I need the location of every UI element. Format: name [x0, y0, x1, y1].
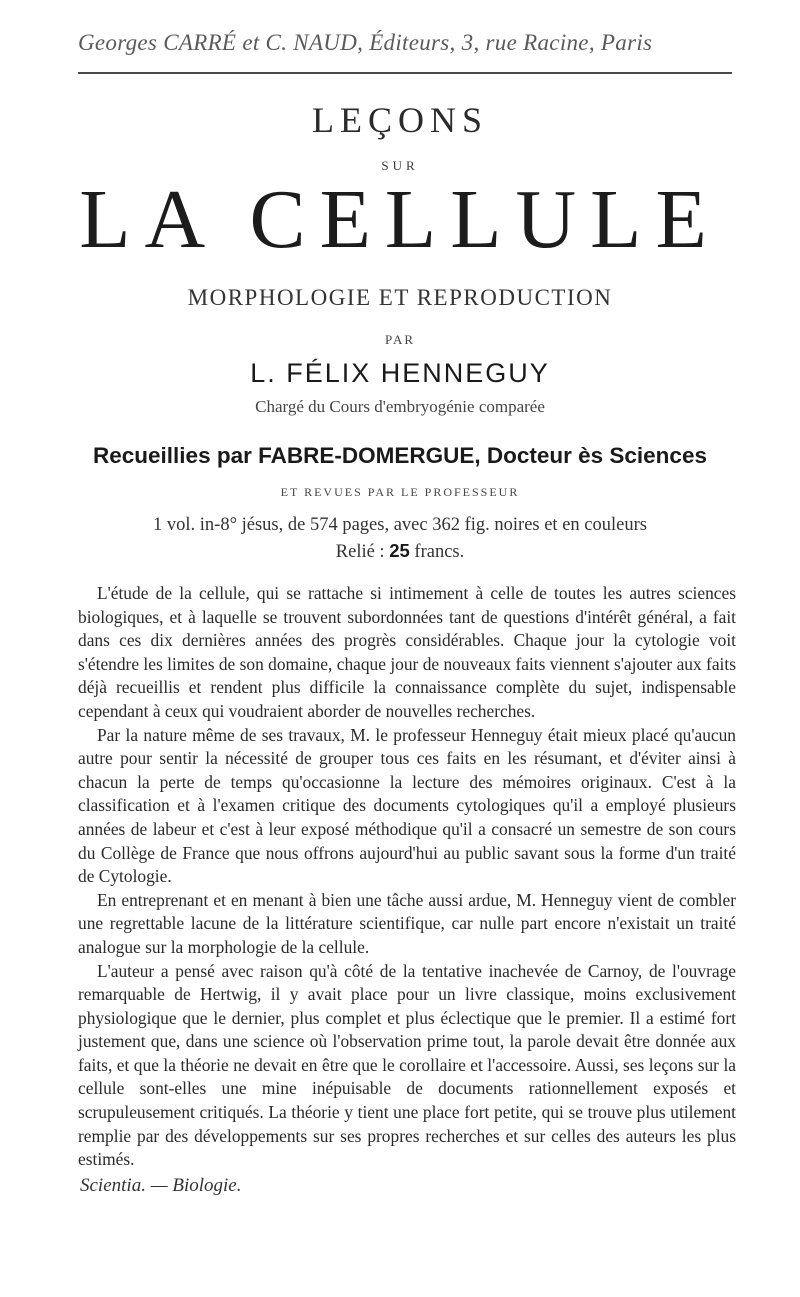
volume-details: 1 vol. in-8° jésus, de 574 pages, avec 362 fig. noires et en couleurs [153, 515, 647, 535]
paragraph: En entreprenant et en menant à bien une tâche aussi ardue, M. Henneguy vient de combler une regrettable lacune de la littérature scientifique, car nulle part encore n'existait un traité analogue sur la morphologie de la cellule. [78, 889, 736, 957]
price-suffix: francs. [414, 542, 465, 562]
header-rule [78, 72, 732, 74]
subtitle: MORPHOLOGIE ET REPRODUCTION [187, 285, 613, 310]
paragraph: L'auteur a pensé avec raison qu'à côté de la tentative inachevée de Carnoy, de l'ouvrage remarquable de Hertwig, il y avait place pour un livre classique, moins exclusivement physiologique que le dernier, plus complet et plus éclectique que le premier. Il a estimé fort justement que, dans une science où l'observation prime tout, la parole devait être donnée aux faits, et que la théorie ne devait en être que le corollaire et l'accessoire. Aussi, ses leçons sur la cellule sont-elles une mine inépuisable de documents rationnellement exposés et scrupuleusement critiqués. La théorie y tient une place fort petite, qui se trouve plus utilement remplie par des développements sur ses propres recherches et sur celles des auteurs les plus estimés. [78, 960, 736, 1170]
page-title: LA CELLULE [79, 173, 721, 266]
collected-by: Recueillies par FABRE-DOMERGUE, Docteur ès Sciences [93, 443, 707, 468]
series-footer: Scientia. — Biologie. [80, 1175, 242, 1196]
price-amount: 25 [389, 540, 410, 561]
reviewed-by: ET REVUES PAR LE PROFESSEUR [280, 485, 520, 499]
price-line [0, 540, 800, 563]
title-sur: SUR [381, 158, 419, 173]
author-role: Chargé du Cours d'embryogénie comparée [255, 397, 545, 416]
title-lecons: LEÇONS [311, 100, 488, 140]
price-prefix: Relié : [335, 542, 385, 562]
paragraph: L'étude de la cellule, qui se rattache si intimement à celle de toutes les autres sciences biologiques, et à laquelle se trouvent subordonnées tant de questions d'intérêt général, a fait dans ces dix dernières années des progrès considérables. Chaque jour la cytologie voit s'étendre les limites de son domaine, chaque jour de nouveaux faits viennent s'ajouter aux faits déjà recueillis et rendent plus difficile la connaissance complète du sujet, indispensable cependant à ceux qui voudraient aborder de nouvelles recherches. [78, 583, 736, 721]
description-body [78, 582, 736, 1172]
publisher-line: Georges CARRÉ et C. NAUD, Éditeurs, 3, rue Racine, Paris [78, 30, 653, 55]
par-label: PAR [384, 332, 416, 347]
paragraph: Par la nature même de ses travaux, M. le professeur Henneguy était mieux placé qu'aucun autre pour sentir la nécessité de grouper tous ces faits en les résumant, et d'éviter ainsi à chacun la perte de temps qu'occasionne la lecture des mémoires originaux. C'est à la classification et à l'examen critique des documents cytologiques qu'il a employé plusieurs années de labeur et c'est à leur exposé méthodique qu'il a consacré un semestre de son cours du Collège de France que nous offrons aujourd'hui au public savant sous la forme d'un traité de Cytologie. [78, 724, 736, 887]
author-name: L. FÉLIX HENNEGUY [250, 358, 550, 388]
